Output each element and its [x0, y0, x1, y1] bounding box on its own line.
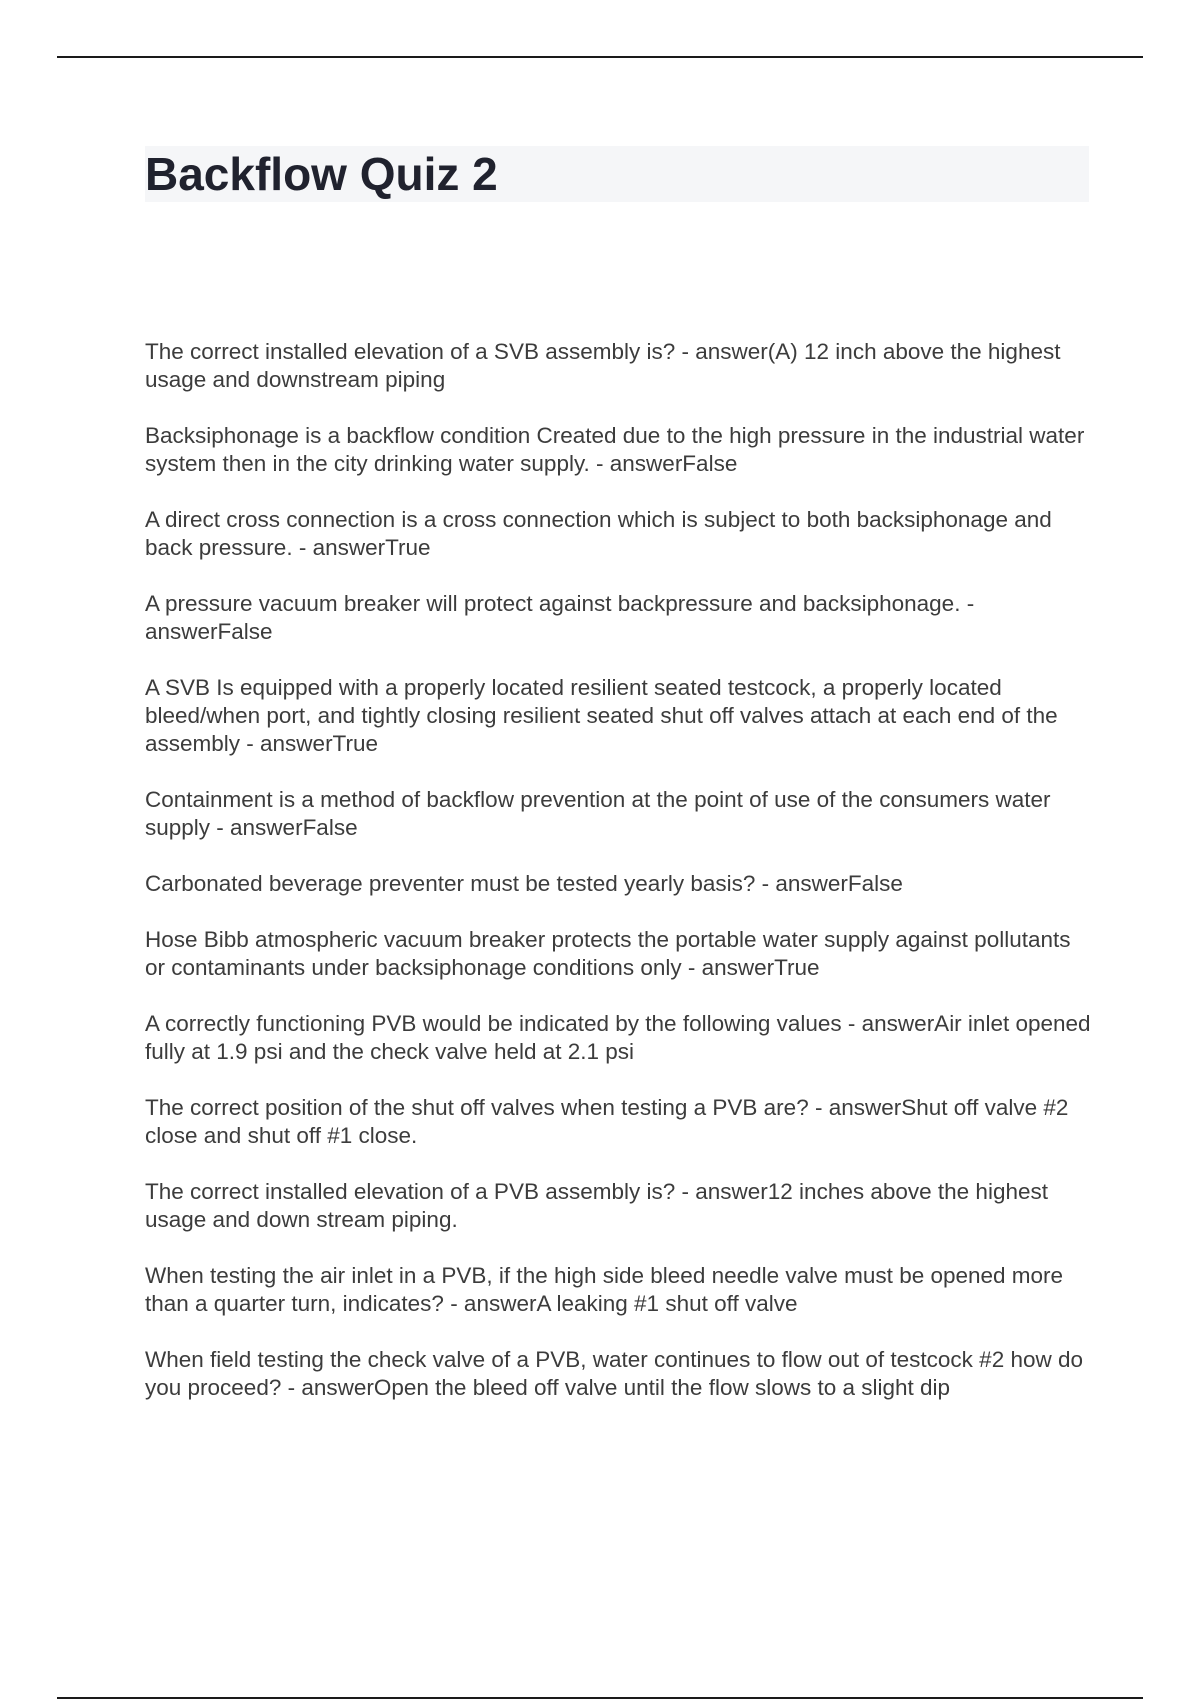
qa-item: A pressure vacuum breaker will protect against backpressure and backsiphonage. - answerFalse [145, 591, 975, 644]
qa-item: The correct installed elevation of a SVB assembly is? - answer(A) 12 inch above the highest usage and downstream piping [145, 339, 1061, 392]
top-rule [57, 56, 1143, 58]
qa-item: Carbonated beverage preventer must be tested yearly basis? - answerFalse [145, 871, 903, 896]
qa-item: Containment is a method of backflow prevention at the point of use of the consumers water supply - answerFalse [145, 787, 1051, 840]
qa-item: Backsiphonage is a backflow condition Created due to the high pressure in the industrial water system then in the city drinking water supply. - answerFalse [145, 423, 1085, 476]
qa-item: A direct cross connection is a cross connection which is subject to both backsiphonage and back pressure. - answerTrue [145, 507, 1052, 560]
qa-item: When testing the air inlet in a PVB, if the high side bleed needle valve must be opened more than a quarter turn, indicates? - answerA leaking #1 shut off valve [145, 1263, 1064, 1316]
qa-item: The correct installed elevation of a PVB assembly is? - answer12 inches above the highest usage and down stream piping. [145, 1179, 1048, 1232]
page-title: Backflow Quiz 2 [145, 148, 498, 200]
qa-item: When field testing the check valve of a PVB, water continues to flow out of testcock #2 how do you proceed? - answerOpen the bleed off valve until the flow slows to a slight dip [145, 1347, 1084, 1400]
qa-list [145, 338, 1095, 1430]
qa-item: Hose Bibb atmospheric vacuum breaker protects the portable water supply against pollutants or contaminants under backsiphonage conditions only - answerTrue [145, 927, 1071, 980]
qa-item: The correct position of the shut off valves when testing a PVB are? - answerShut off valve #2 close and shut off #1 close. [145, 1095, 1069, 1148]
qa-item: A correctly functioning PVB would be indicated by the following values - answerAir inlet opened fully at 1.9 psi and the check valve held at 2.1 psi [145, 1011, 1091, 1064]
qa-item: A SVB Is equipped with a properly located resilient seated testcock, a properly located bleed/when port, and tightly closing resilient seated shut off valves attach at each end of the assembly - answerTrue [145, 675, 1058, 756]
bottom-rule [57, 1697, 1143, 1699]
